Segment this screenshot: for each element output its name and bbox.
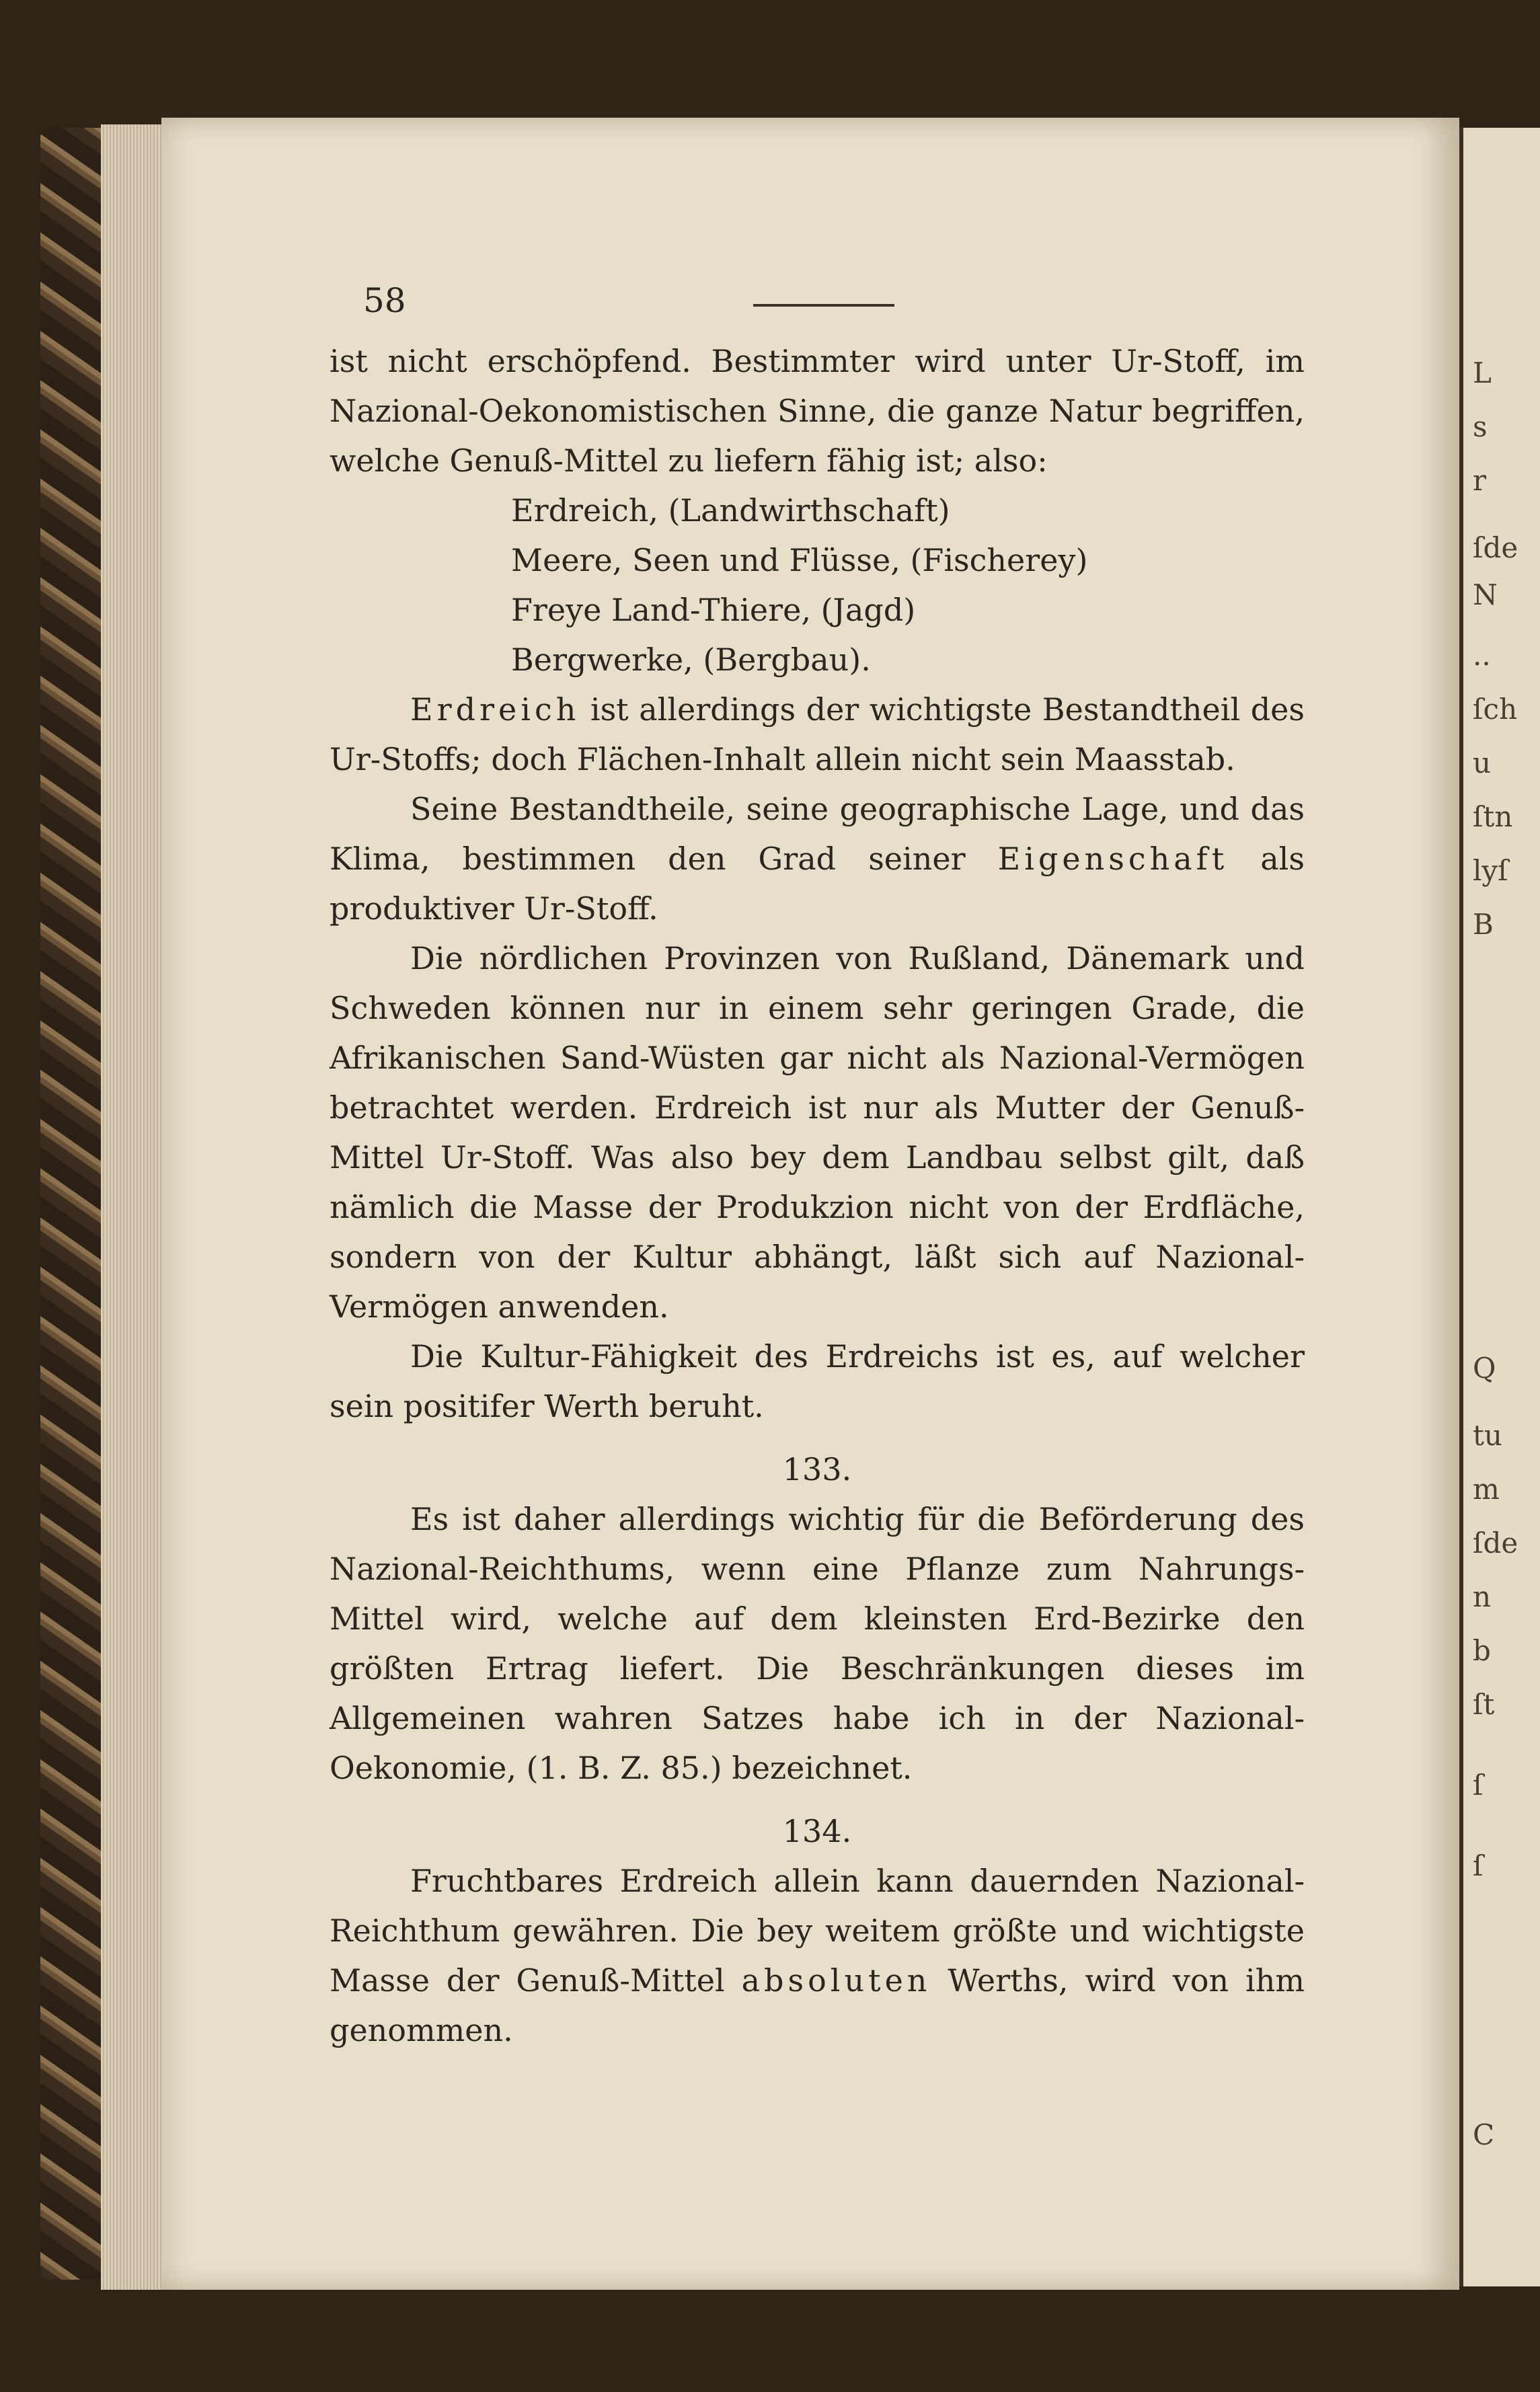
facing-page-fragment: N [1473,578,1498,611]
facing-page-fragment: tu [1473,1419,1502,1452]
paragraph-5: Die Kultur-Fähigkeit des Erdreichs ist es, auf welcher sein positifer Werth beruht. [330,1338,1305,1424]
list-item: Meere, Seen und Flüsse, (Fischerey) [511,542,1088,578]
header-rule [753,304,894,307]
resource-list [511,486,1305,685]
list-item: Bergwerke, (Bergbau). [511,642,871,678]
facing-page-fragment: .. [1473,639,1491,672]
paragraph-2 [330,685,1305,784]
emphasis: absoluten [741,1962,931,1999]
emphasis: Eigenschaft [997,841,1229,877]
paragraph-6: Es ist daher allerdings wichtig für die Beförderung des Nazional-Reichthums, wenn eine Pflanze zum Nahrungs-Mittel wird, welche auf dem kleinsten Erd-Bezirke den größten Ertrag liefert. Die Beschränkungen dieses im Allgemeinen wahren Satzes habe ich in der Nazional-Oekonomie, (1. B. Z. 85.) bezeichnet. [330,1501,1305,1786]
facing-page-fragment: ſch [1473,693,1518,726]
facing-page-fragment: Q [1473,1352,1496,1385]
text-run: Seine Bestandtheile, seine geographische Lage, und das Klima, bestimmen den Grad seiner [330,791,1305,877]
text-run: Werths, wird von ihm genommen. [330,1962,1305,2048]
paragraph-3 [330,784,1305,933]
facing-page-fragment: ſ [1473,1849,1484,1882]
facing-page-fragment: lyſ [1473,854,1508,887]
list-item: Freye Land-Thiere, (Jagd) [511,592,916,628]
facing-page-fragment: ſtn [1473,800,1513,833]
page-header [330,276,1305,336]
facing-page-fragment: s [1473,410,1488,443]
facing-page-fragment: B [1473,908,1494,941]
page-number: 58 [363,281,406,320]
text-run: Fruchtbares Erdreich allein kann dauernden Nazional-Reichthum gewähren. Die bey weitem größte und wichtigste Masse der Genuß-Mittel [330,1863,1305,1999]
facing-page-fragment: L [1473,356,1492,389]
emphasis: Erdreich [410,691,580,728]
text-run: als produktiver Ur-Stoff. [330,841,1305,927]
section-number-134: 134. [782,1813,852,1849]
facing-page-fragment: m [1473,1473,1500,1506]
paragraph-1: ist nicht erschöpfend. Bestimmter wird unter Ur-Stoff, im Nazional-Oekonomistischen Sinne, die ganze Natur begriffen, welche Genuß-Mittel zu liefern fähig ist; also: [330,343,1305,479]
facing-page-fragment: r [1473,464,1487,497]
section-number-133: 133. [782,1451,852,1488]
facing-page-fragment: ſ [1473,1769,1484,1802]
facing-page-fragment: ſde [1473,1527,1518,1559]
facing-page-edge [1459,128,1540,2286]
paragraph-4: Die nördlichen Provinzen von Rußland, Dänemark und Schweden können nur in einem sehr geringen Grade, die Afrikanischen Sand-Wüsten gar nicht als Nazional-Vermögen betrachtet werden. Erdreich ist nur als Mutter der Genuß-Mittel Ur-Stoff. Was also bey dem Landbau selbst gilt, daß nämlich die Masse der Produkzion nicht von der Erdfläche, sondern von der Kultur abhängt, läßt sich auf Nazional-Vermögen anwenden. [330,940,1305,1325]
text-run: ist allerdings der wichtigste Bestandtheil des Ur-Stoffs; doch Flächen-Inhalt allein nicht sein Maasstab. [330,691,1305,777]
facing-page-fragment: n [1473,1580,1492,1613]
paragraph-7 [330,1856,1305,2055]
facing-page-fragment: ſt [1473,1688,1495,1721]
facing-page-fragment: C [1473,2118,1495,2151]
list-item: Erdreich, (Landwirthschaft) [511,492,950,529]
facing-page-fragment: b [1473,1634,1491,1667]
facing-page-fragment: u [1473,746,1492,779]
facing-page-fragment: ſde [1473,531,1518,564]
page-text [330,276,1305,2055]
